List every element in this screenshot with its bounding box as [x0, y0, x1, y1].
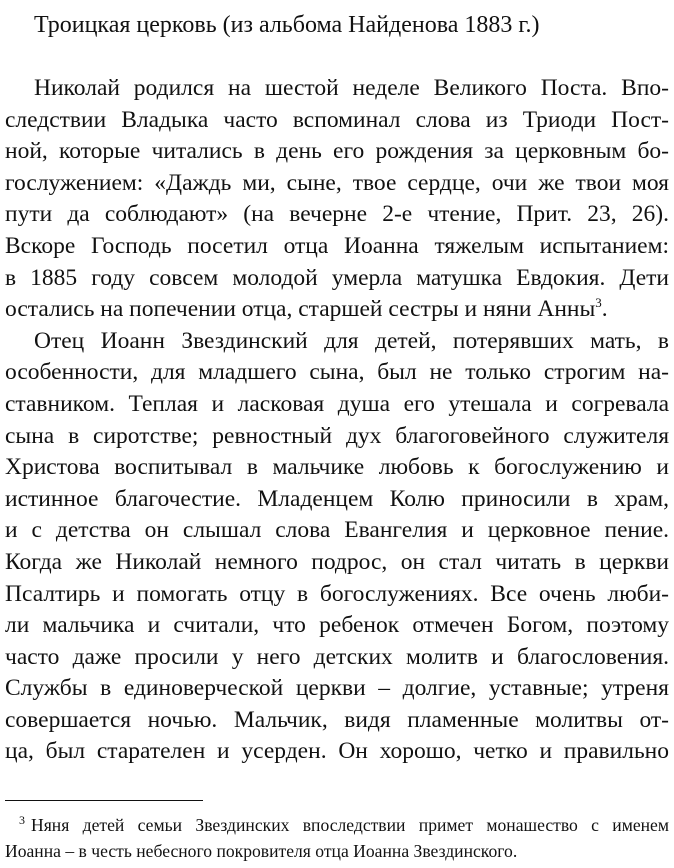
image-caption: Троицкая церковь (из альбома Найденова 1883 г.)	[34, 12, 540, 38]
text-line: особенности, для младшего сына, был не только строгим на-	[5, 359, 669, 386]
text-line: Отец Иоанн Звездинский для детей, потерявших мать, в	[34, 327, 669, 354]
text-line: Когда же Николай немного подрос, он стал читать в церкви	[5, 548, 669, 575]
text-line: и с детства он слышал слова Евангелия и церковное пение.	[5, 517, 669, 544]
text-line: Вскоре Господь посетил отца Иоанна тяжелым испытанием:	[5, 232, 669, 259]
text-line: сына в сиротстве; ревностный дух благоговейного служителя	[5, 422, 669, 449]
text-line: Службы в единоверческой церкви – долгие, уставные; утреня	[5, 675, 669, 702]
text-line	[5, 294, 669, 326]
text-line: совершается ночью. Мальчик, видя пламенные молитвы от-	[5, 706, 669, 733]
text-line: ставником. Теплая и ласковая душа его утешала и согревала	[5, 390, 669, 417]
footnote-text: Няня детей семьи Звездинских впоследствии примет монашество с именем	[31, 815, 669, 835]
text-line: следствии Владыка часто вспоминал слова из Триоди Пост-	[5, 106, 669, 133]
footnote-line	[5, 812, 669, 838]
text-line: гослужением: «Даждь ми, сыне, твое сердце, очи же твои моя	[5, 169, 669, 196]
line-end-period: .	[601, 296, 608, 323]
text-line: ли мальчика и считали, что ребенок отмечен Богом, поэтому	[5, 612, 669, 639]
text-line: в 1885 году совсем молодой умерла матушка Евдокия. Дети	[5, 264, 669, 291]
text-line: истинное благочестие. Младенцем Колю приносили в храм,	[5, 485, 669, 512]
footnote-reference: 3	[595, 295, 602, 311]
body-text	[5, 73, 669, 768]
text-line: ной, которые читались в день его рождения за церковным бо-	[5, 138, 669, 165]
text-line: ца, был старателен и усерден. Он хорошо, четко и правильно	[5, 738, 669, 765]
text-line: Псалтирь и помогать отцу в богослужениях. Все очень люби-	[5, 580, 669, 607]
text-line: пути да соблюдают» (на вечерне 2-е чтение, Прит. 23, 26).	[5, 201, 669, 228]
text-line: Христова воспитывал в мальчике любовь к богослужению и	[5, 454, 669, 481]
footnote-number: 3	[19, 813, 25, 827]
text-line: Николай родился на шестой неделе Великого Поста. Впо-	[34, 75, 669, 101]
footnote	[5, 812, 669, 864]
footnote-divider	[5, 800, 203, 801]
text-line-content: остались на попечении отца, старшей сестры и няни Анны	[5, 296, 596, 323]
text-line: часто даже просили у него детских молитв и благословения.	[5, 643, 669, 670]
footnote-line: Иоанна – в честь небесного покровителя отца Иоанна Звездинского.	[5, 841, 518, 861]
